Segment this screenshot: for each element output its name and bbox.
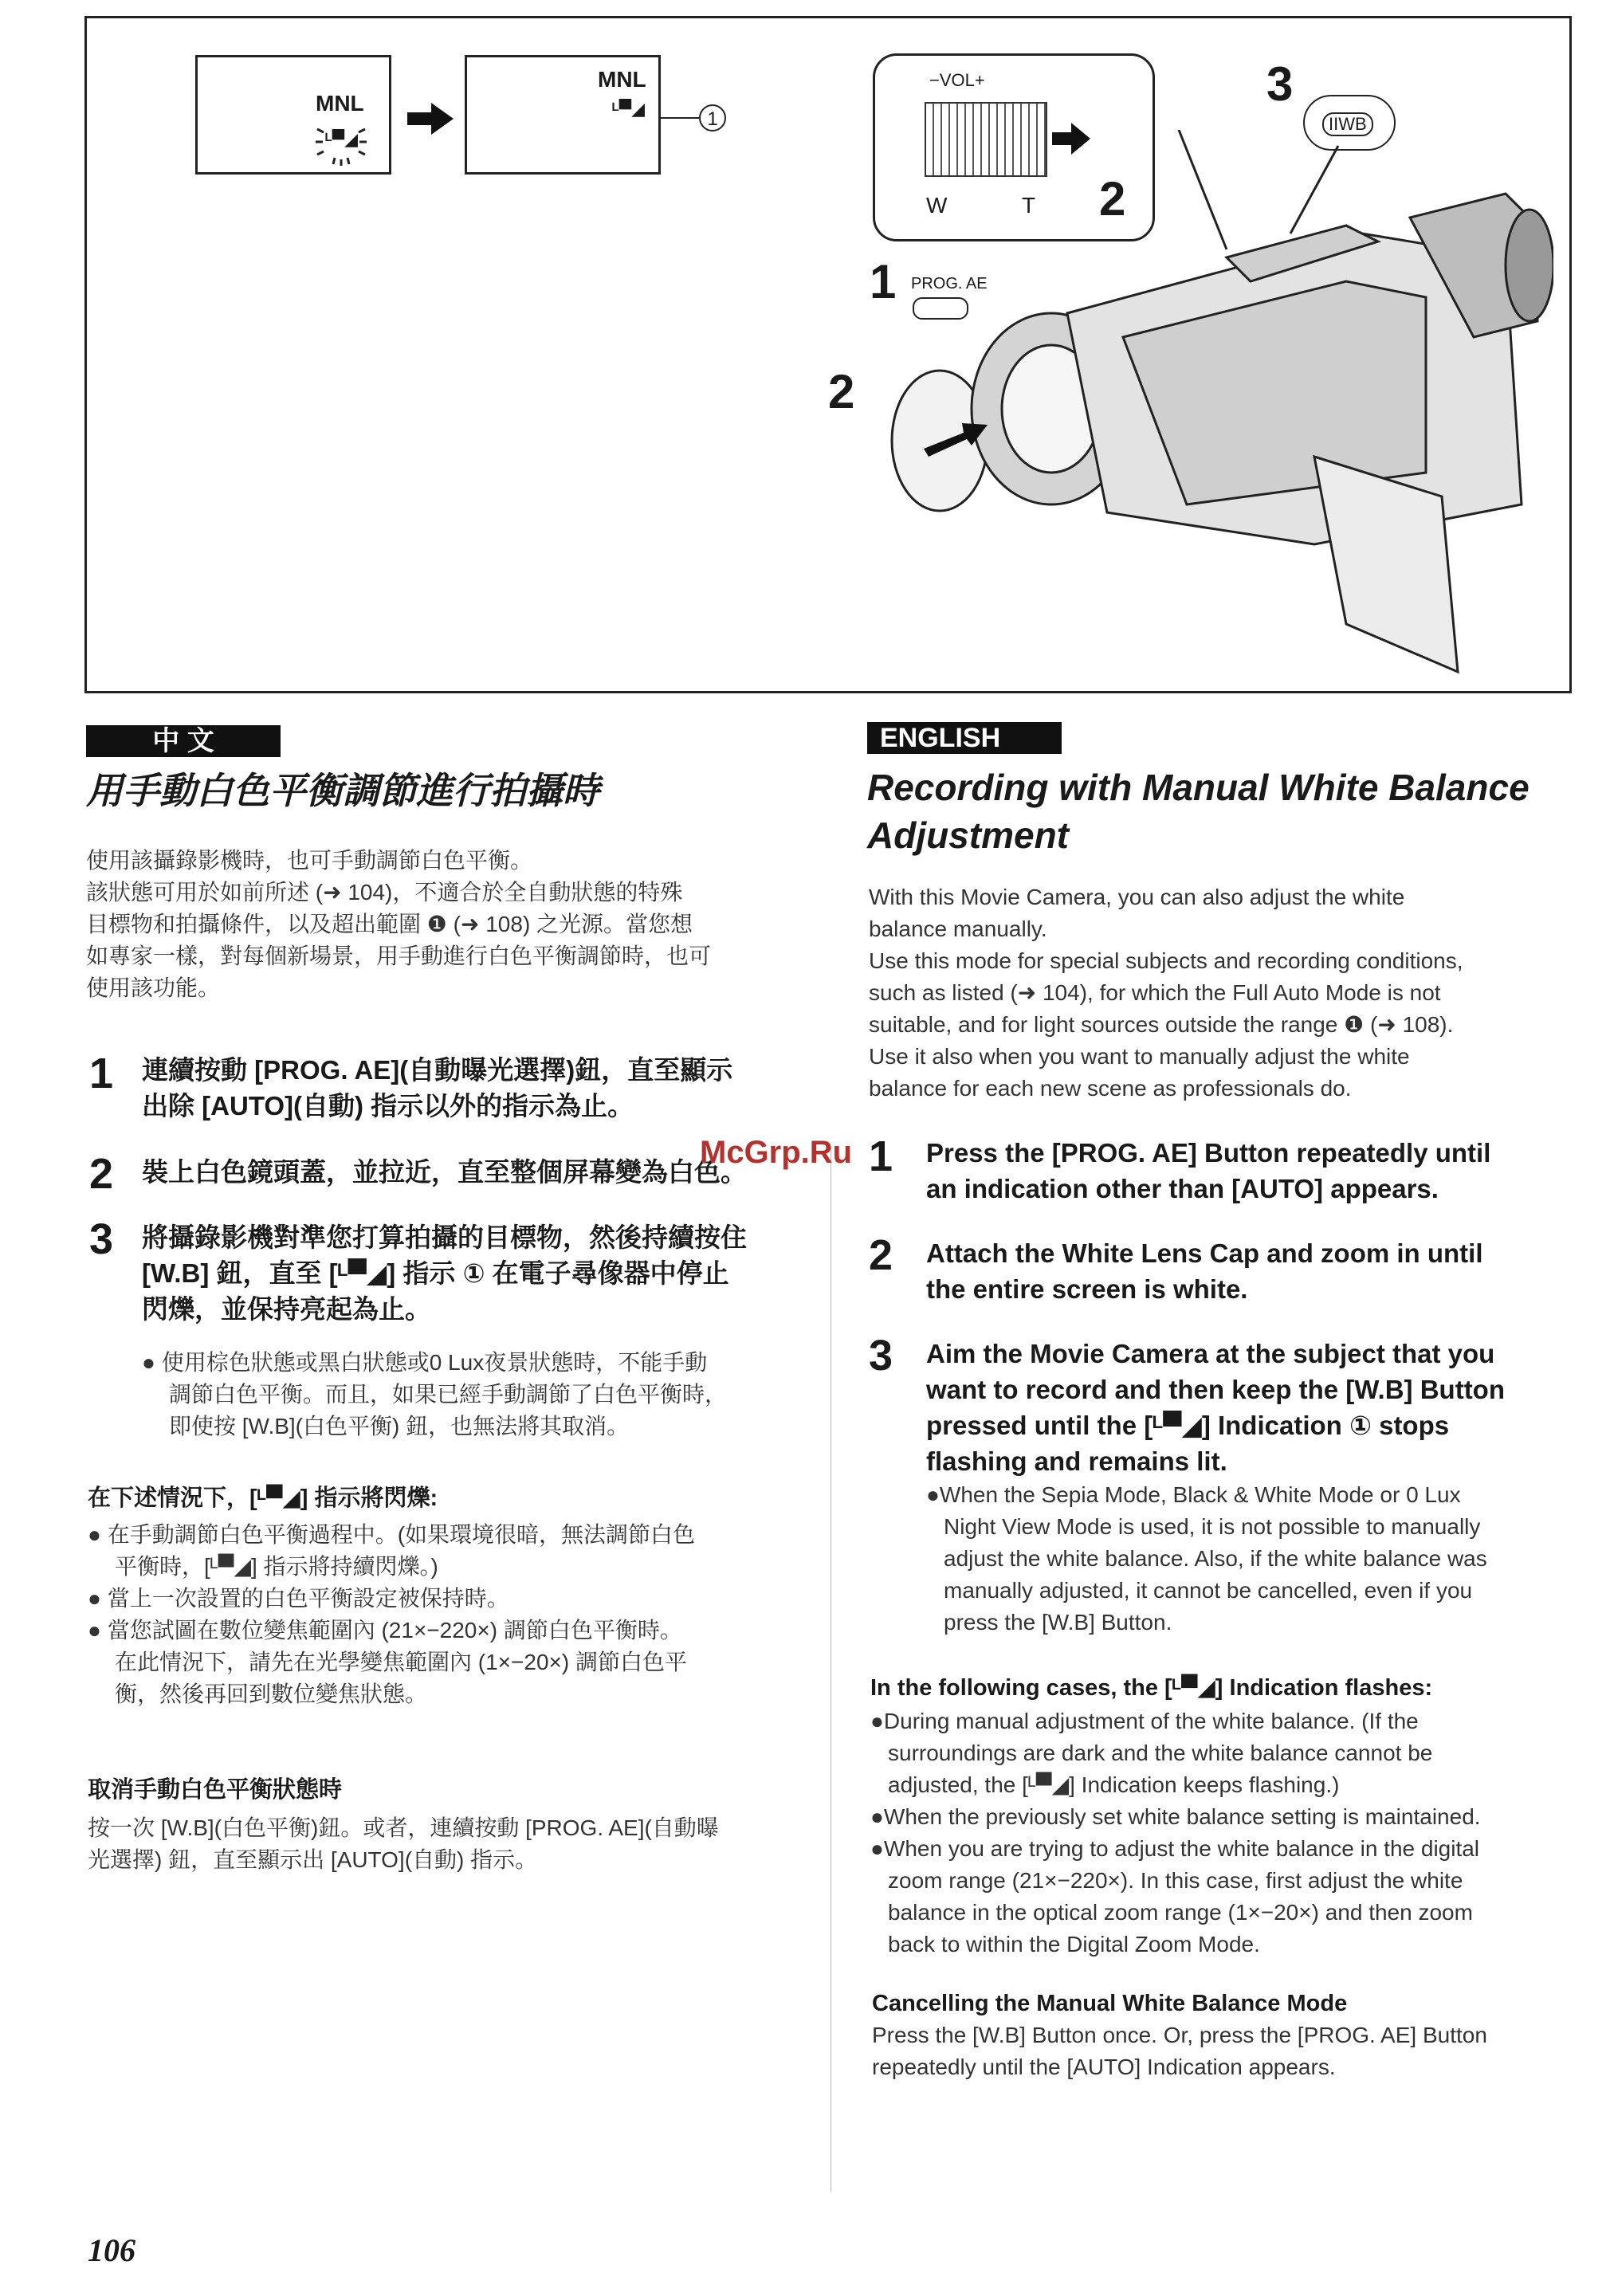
watermark: McGrp.Ru [700, 1135, 853, 1170]
cn-step-1-number: 1 [89, 1050, 114, 1097]
en-step-3-note: ●When the Sepia Mode, Black & White Mode or 0 Lux Night View Mode is used, it is not possible to manually adjust the white balance. Also, if the white balance was manually adjusted, it cannot be cancelled, even if you press the [W.B] Button. [926, 1482, 1487, 1635]
en-step-1-number: 1 [869, 1132, 893, 1180]
cn-step-2-text: 裝上白色鏡頭蓋，並拉近，直至整個屏幕變為白色。 [142, 1157, 747, 1187]
w-label: W [926, 193, 948, 218]
english-tag: ENGLISH [867, 722, 1062, 754]
t-label: T [1022, 193, 1036, 218]
cn-cancel-text: 按一次 [W.B](白色平衡)鈕。或者，連續按動 [PROG. AE](自動曝 光選擇) 鈕，直至顯示出 [AUTO](自動) 指示。 [88, 1815, 719, 1872]
arrow-right-icon [407, 103, 455, 135]
illustration-frame [84, 16, 1572, 693]
mnl-label: MNL [598, 67, 646, 92]
cn-step-3-text: 將攝錄影機對準您打算拍攝的目標物，然後持續按住 [W.B] 鈕，直至 [ᴸ▀◢] 指示 ① 在電子尋像器中停止 閃爍，並保持亮起為止。 [142, 1223, 747, 1324]
page-number: 106 [88, 2232, 135, 2268]
en-step-3-number: 3 [869, 1332, 893, 1380]
camcorder-illustration [868, 130, 1553, 688]
cn-flash-list: ● 在手動調節白色平衡過程中。(如果環境很暗，無法調節白色 平衡時，[ᴸ▀◢] 指示將持續閃爍。) ● 當上一次設置的白色平衡設定被保持時。 ● 當您試圖在數位變焦範圍內 (21×−220×) 調節白色平衡時。 在此情況下，請先在光學變焦範圍內 (1×−20×) 調節白色平 衡，然後再回到數位變焦狀態。 [88, 1522, 696, 1706]
en-step-2-number: 2 [869, 1231, 893, 1279]
prog-ae-label: PROG. AE [911, 275, 988, 292]
wb-button-label: IIWB [1322, 112, 1373, 136]
cn-cancel-heading: 取消手動白色平衡狀態時 [88, 1777, 343, 1803]
cn-step-3-number: 3 [89, 1215, 114, 1263]
cn-flash-heading: 在下述情況下，[ᴸ▀◢] 指示將閃爍: [88, 1486, 438, 1511]
mnl-label: MNL [316, 91, 364, 116]
en-cancel-text: Press the [W.B] Button once. Or, press the [PROG. AE] Button repeatedly until the [AUTO] Indication appears. [872, 2023, 1487, 2079]
viewfinder-panel-lit [465, 55, 661, 175]
en-step-3-text: Aim the Movie Camera at the subject that you want to record and then keep the [W.B] Button pressed until the [ᴸ▀◢] Indication ① stops flashing and remains lit. [926, 1339, 1505, 1476]
chinese-intro: 使用該攝錄影機時，也可手動調節白色平衡。 該狀態可用於如前所述 (➜ 104)，不適合於全自動狀態的特殊 目標物和拍攝條件，以及超出範圍 ❶ (➜ 108) 之光源。當您想 如專家一樣，對每個新場景，用手動進行白色平衡調節時，也可 使用該功能。 [86, 848, 712, 1000]
callout-leader-line [659, 114, 699, 122]
english-title: Recording with Manual White Balance Adjustment [867, 767, 1530, 856]
cn-step-3-note: ● 使用棕色狀態或黑白狀態或0 Lux夜景狀態時，不能手動 調節白色平衡。而且，如果已經手動調節了白色平衡時， 即使按 [W.B](白色平衡) 鈕，也無法將其取消。 [142, 1350, 728, 1438]
en-cancel-heading: Cancelling the Manual White Balance Mode [872, 1991, 1348, 2016]
white-balance-icon: ᴸ▀◢ [325, 129, 359, 149]
en-flash-list: ●During manual adjustment of the white balance. (If the surroundings are dark and the white balance cannot be adjusted, the [ᴸ▀◢] Indication keeps flashing.) ●When the previously set white balance setting is maintained. ●When you are trying to adjust the white balance in the digital zoom range (21×−220×). In this case, first adjust the white balance in the optical zoom range (1×−20×) and then zoom back to within the Digital Zoom Mode. [870, 1709, 1481, 1957]
english-intro: With this Movie Camera, you can also adjust the white balance manually. Use this mode for special subjects and recording conditions, such as listed (➜ 104), for which the Full Auto Mode is not suitable, and for light sources outside the range ❶ (➜ 108). Use it also when you want to manually adjust the white balance for each new scene as professionals do. [869, 885, 1463, 1101]
white-balance-icon: ᴸ▀◢ [612, 99, 646, 119]
step-marker-3: 3 [1266, 57, 1294, 111]
step-marker-2: 2 [1099, 172, 1126, 226]
cn-step-2-number: 2 [89, 1150, 114, 1198]
step-marker-2: 2 [828, 365, 855, 418]
cn-step-1-text: 連續按動 [PROG. AE](自動曝光選擇)鈕，直至顯示 出除 [AUTO](自動) 指示以外的指示為止。 [142, 1055, 733, 1121]
en-step-2-text: Attach the White Lens Cap and zoom in until the entire screen is white. [926, 1238, 1483, 1304]
vol-label: −VOL+ [929, 70, 985, 90]
step-marker-1: 1 [870, 255, 897, 308]
viewfinder-panel-blinking [195, 55, 391, 175]
callout-number: 1 [699, 104, 726, 131]
en-step-1-text: Press the [PROG. AE] Button repeatedly until an indication other than [AUTO] appears. [926, 1138, 1491, 1203]
chinese-tag: 中 文 [86, 725, 281, 757]
blink-rays-icon [309, 113, 373, 169]
en-flash-heading: In the following cases, the [ᴸ▀◢] Indication flashes: [870, 1675, 1433, 1701]
chinese-title: 用手動白色平衡調節進行拍攝時 [86, 770, 599, 811]
